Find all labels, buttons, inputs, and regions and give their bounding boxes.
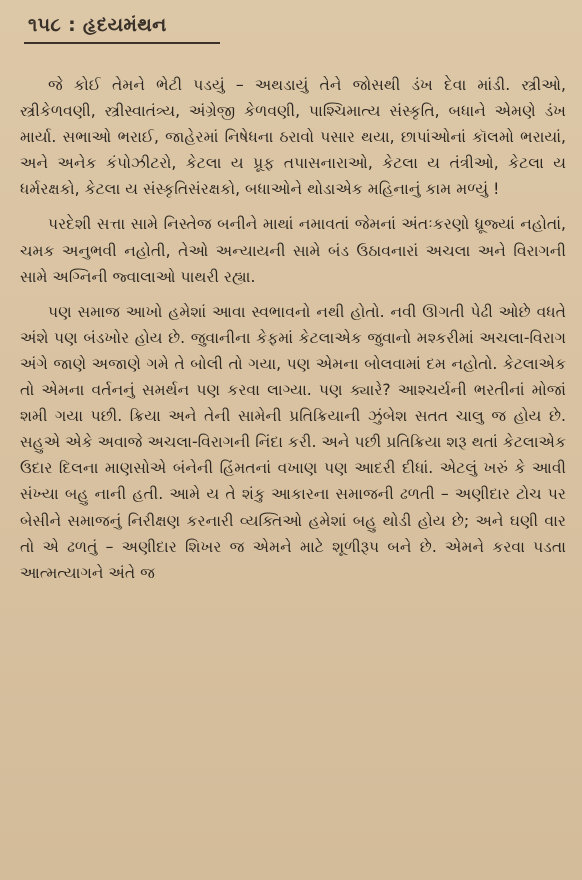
paragraph-2: પરદેશી સત્તા સામે નિસ્તેજ બનીને માથાં નમાવતાં જેમનાં અંતઃકરણો ધ્રૂજ્યાં નહોતાં, ચમક અનુભવી નહોતી, તેઓ અન્યાયની સામે બંડ ઉઠાવનારાં અચલા અને વિરાગની સામે અગ્નિની જ્વાલાઓ પાથરી રહ્યા.: [20, 215, 566, 286]
header-separator: :: [68, 14, 76, 36]
header-underline: [24, 42, 220, 44]
paragraph-3: પણ સમાજ આખો હમેશાં આવા સ્વભાવનો નથી હોતો. નવી ઊગતી પેઢી ઓછે વધતે અંશે પણ બંડખોર હોય છે. જુવાનીના કેફમાં કેટલાએક જુવાનો મશ્કરીમાં અચલા-વિરાગ અંગે જાણે અજાણે ગમે તે બોલી તો ગયા, પણ એમના બોલવામાં દમ નહોતો. કેટલાએક તો એમના વર્તનનું સમર્થન પણ કરવા લાગ્યા. પણ ક્યારે? આશ્ચર્યની ભરતીનાં મોજાં શમી ગયા પછી. ક્રિયા અને તેની સામેની પ્રતિક્રિયાની ઝુંબેશ સતત ચાલુ જ હોય છે. સહુએ એકે અવાજે અચલા-વિરાગની નિંદા કરી. અને પછી પ્રતિક્રિયા શરૂ થતાં કેટલાએક ઉદાર દિલના માણસોએ બંનેની હિંમતનાં વખાણ પણ આદરી દીધાં. એટલું ખરું કે આવી સંખ્યા બહુ નાની હતી. આમે ય તે શંકુ આકારના સમાજની ઢળતી – અણીદાર ટોચ પર બેસીને સમાજનું નિરીક્ષણ કરનારી વ્યક્તિઓ હમેશાં બહુ થોડી હોય છે; અને ઘણી વાર તો એ ઢળતું – અણીદાર શિખર જ એમને માટે શૂળીરૂપ બને છે. એમને કરવા પડતા આત્મત્યાગને અંતે જ: [20, 302, 566, 582]
book-title: હૃદયમંથન: [82, 14, 167, 36]
running-head: [28, 14, 167, 36]
page-number: ૧૫૮: [28, 14, 62, 36]
paragraph-1: જે કોઈ તેમને ભેટી પડયું – અથડાયું તેને જોસથી ડંખ દેવા માંડી. સ્ત્રીઓ, સ્ત્રીકેળવણી, સ્ત્રીસ્વાતંત્ર્ય, અંગ્રેજી કેળવણી, પાશ્ચિમાત્ય સંસ્કૃતિ, બધાને એમણે ડંખ માર્યા. સભાઓ ભરાઈ, જાહેરમાં નિષેધના ઠરાવો પસાર થયા, છાપાંઓનાં કૉલમો ભરાયાં, અને અનેક કંપોઝીટરો, કેટલા ય પ્રૂફ તપાસનારાઓ, કેટલા ય તંત્રીઓ, કેટલા ય ધર્મરક્ષકો, કેટલા ય સંસ્કૃતિસંરક્ષકો, બધાઓને થોડાએક મહિનાનું કામ મળ્યું !: [20, 76, 566, 199]
page-header: [20, 8, 566, 52]
